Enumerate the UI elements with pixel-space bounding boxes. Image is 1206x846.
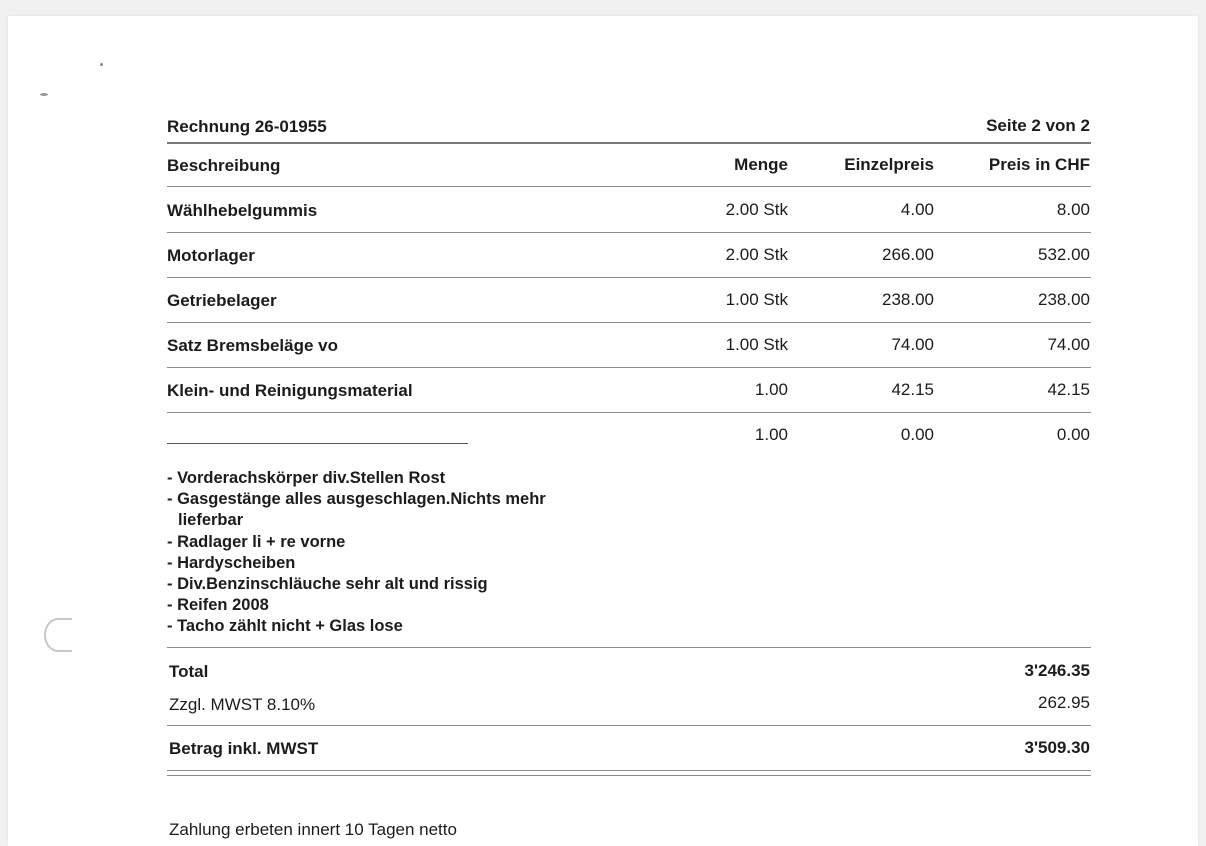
total-value: 3'246.35 [1024,661,1090,680]
row-price: 238.00 [1038,290,1090,309]
divider [167,367,1091,368]
row-unit-price: 74.00 [891,335,934,354]
vat-label: Zzgl. MWST 8.10% [169,695,316,714]
row-unit-price: 42.15 [891,380,934,399]
divider [167,142,1091,144]
note-line: - Reifen 2008 [167,596,269,615]
divider [167,412,1091,413]
row-quantity: 1.00 [754,380,788,399]
row-quantity: 1.00 [754,425,788,444]
row-quantity: 2.00 Stk [725,245,788,264]
row-price: 74.00 [1047,335,1090,354]
divider [167,725,1091,726]
row-price: 8.00 [1056,200,1090,219]
total-label: Total [169,662,209,681]
row-description: Satz Bremsbeläge vo [167,336,339,355]
invoice-title: Rechnung 26-01955 [167,117,327,136]
note-line: - Vorderachskörper div.Stellen Rost [167,469,446,487]
row-price: 42.15 [1047,380,1090,399]
divider [167,277,1091,278]
divider [167,322,1091,323]
note-line: - Radlager li + re vorne [167,532,346,551]
gross-label: Betrag inkl. MWST [169,739,319,758]
payment-terms: Zahlung erbeten innert 10 Tagen netto [169,820,457,839]
note-line: - Gasgestänge alles ausgeschlagen.Nichts mehr [167,490,546,509]
row-price: 532.00 [1038,245,1090,264]
col-header-price: Preis in CHF [988,155,1090,174]
vat-value: 262.95 [1038,693,1090,712]
page-number: Seite 2 von 2 [986,116,1090,135]
row-quantity: 1.00 Stk [725,335,788,354]
note-line: - Tacho zählt nicht + Glas lose [167,617,403,636]
row-unit-price: 238.00 [882,290,934,309]
row-description: Getriebelager [167,291,277,310]
row-description: Wählhebelgummis [167,201,318,220]
note-line: - Hardyscheiben [167,553,296,572]
note-line: - Div.Benzinschläuche sehr alt und rissig [167,575,488,594]
row-quantity: 2.00 Stk [725,200,788,219]
scan-speck [100,63,103,66]
divider [167,186,1091,187]
row-unit-price: 4.00 [900,200,934,219]
row-unit-price: 266.00 [882,245,934,264]
row-unit-price: 0.00 [900,425,934,444]
gross-value: 3'509.30 [1024,738,1090,757]
double-underline-bottom [167,775,1091,776]
row-description: Klein- und Reinigungsmaterial [167,381,413,400]
col-header-description: Beschreibung [167,156,281,175]
binder-hole [44,618,72,652]
row-quantity: 1.00 Stk [725,290,788,309]
divider [167,647,1091,648]
row-description: Motorlager [167,246,255,265]
divider [167,232,1091,233]
col-header-unit-price: Einzelpreis [844,155,934,174]
note-line: lieferbar [178,511,244,530]
col-header-quantity: Menge [734,155,788,174]
scan-speck [40,93,48,96]
row-price: 0.00 [1056,425,1090,444]
blank-description-line [167,443,468,444]
double-underline-top [167,770,1091,771]
findings-notes [167,468,546,638]
invoice-page [8,16,1198,846]
